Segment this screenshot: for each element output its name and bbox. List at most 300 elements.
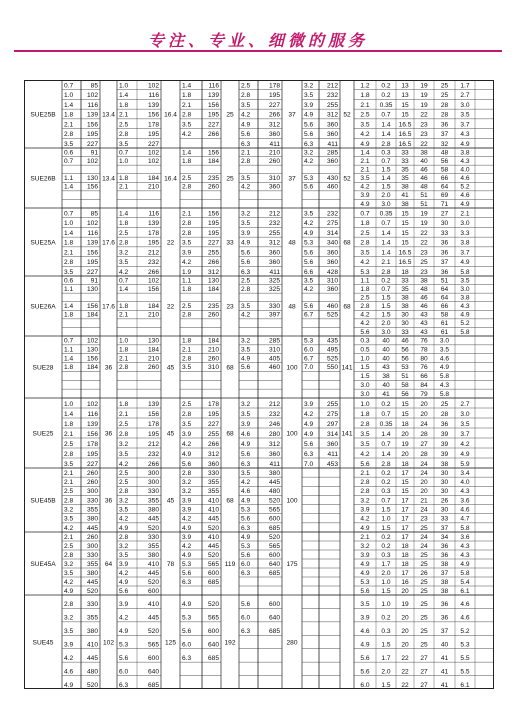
grid-value: 2.7 (460, 400, 470, 408)
grid-value: 37 (440, 628, 449, 636)
cell-value-a: 2.8 (64, 131, 74, 139)
grid-value: 30 (440, 479, 449, 487)
cell-value-b: 411 (269, 268, 280, 276)
grid-value: 1.5 (381, 506, 391, 514)
cell-value-b: 428 (326, 268, 338, 276)
cell-value-a: 2.1 (182, 210, 192, 218)
grid-value: 0.2 (381, 400, 391, 408)
cell-value-b: 520 (268, 497, 280, 505)
grid-value: 51 (440, 277, 449, 285)
cell-value-a: 4.2 (119, 268, 129, 276)
cell-value-a: 1.1 (64, 175, 74, 183)
grid-value: 1.5 (381, 183, 391, 191)
grid-value: 3.9 (360, 614, 370, 622)
grid-value: 15 (401, 410, 409, 418)
cell-value-a: 6.3 (304, 450, 314, 458)
cell-value-a: 2.8 (64, 551, 74, 559)
grid-value: 4.9 (360, 569, 370, 577)
cell-value-b: 330 (147, 488, 159, 496)
cell-value-b: 116 (148, 92, 159, 100)
cell-value-b: 178 (147, 420, 159, 428)
grid-value: 0.3 (381, 551, 391, 559)
grid-value: 5.3 (360, 578, 370, 586)
cell-value-b: 102 (86, 220, 98, 228)
cell-value-b: 565 (268, 506, 280, 514)
cell-value-b: 195 (86, 131, 98, 139)
grid-value: 43 (420, 320, 428, 328)
model-label: SUE45B (30, 497, 56, 505)
grid-value: 4.9 (460, 450, 470, 458)
cell-value-a: 2.1 (64, 479, 74, 487)
tolerance-value: 52 (343, 175, 351, 183)
grid-value: 2.8 (381, 460, 391, 468)
cell-value-b: 195 (86, 450, 98, 458)
grid-value: 1.4 (381, 121, 391, 129)
grid-value: 15 (401, 111, 409, 119)
grid-value: 78 (420, 346, 428, 354)
cell-value-a: 3.2 (182, 479, 192, 487)
cell-value-b: 232 (326, 210, 338, 218)
cell-value-a: 2.5 (119, 469, 129, 477)
cell-value-a: 5.6 (182, 628, 192, 636)
cell-value-b: 520 (268, 533, 280, 541)
grid-value: 19 (401, 601, 409, 609)
grid-value: 1.4 (381, 249, 391, 257)
grid-value: 1.0 (381, 601, 391, 609)
grid-value: 4.9 (360, 560, 370, 568)
grid-value: 1.4 (381, 430, 391, 438)
cell-value-b: 520 (147, 628, 159, 636)
cell-value-a: 3.2 (64, 614, 74, 622)
cell-value-a: 3.2 (64, 560, 74, 568)
grid-value: 33 (401, 157, 409, 165)
grid-value: 3.0 (381, 200, 391, 208)
cell-value-b: 445 (268, 479, 280, 487)
cell-value-a: 1.8 (64, 239, 74, 247)
grid-value: 3.5 (360, 121, 370, 129)
grid-value: 2.8 (360, 488, 370, 496)
cell-value-a: 3.5 (64, 268, 74, 276)
cell-value-a: 3.5 (182, 364, 192, 372)
cell-value-b: 310 (326, 277, 338, 285)
grid-value: 2.5 (360, 294, 370, 302)
grid-value: 5.5 (460, 668, 470, 676)
tolerance-value: 68 (226, 497, 234, 505)
cell-value-a: 2.5 (119, 479, 129, 487)
cell-value-a: 3.5 (241, 175, 251, 183)
grid-value: 15 (401, 229, 409, 237)
grid-value: 24 (420, 533, 428, 541)
cell-value-b: 355 (207, 479, 219, 487)
grid-value: 3.0 (460, 220, 470, 228)
model-label: SUE28 (32, 364, 54, 372)
cell-value-a: 5.3 (182, 614, 192, 622)
cell-value-a: 1.0 (119, 82, 129, 90)
cell-value-a: 3.5 (304, 210, 314, 218)
cell-value-b: 435 (326, 337, 338, 345)
cell-value-a: 3.9 (182, 430, 192, 438)
cell-value-b: 212 (326, 82, 338, 90)
grid-value: 3.2 (360, 542, 370, 550)
grid-value: 3.7 (460, 121, 470, 129)
grid-value: 38 (401, 294, 409, 302)
cell-value-b: 355 (86, 560, 98, 568)
grid-value: 5.6 (360, 654, 370, 662)
grid-value: 13 (401, 92, 409, 100)
grid-value: 25 (440, 82, 449, 90)
cell-value-a: 0.7 (64, 82, 74, 90)
grid-value: 3.5 (439, 346, 450, 354)
cell-value-b: 195 (268, 92, 280, 100)
grid-value: 24 (420, 469, 428, 477)
cell-value-a: 1.4 (64, 183, 74, 191)
tolerance-value: 64 (104, 561, 113, 568)
grid-value: 1.0 (381, 578, 391, 586)
grid-value: 17 (401, 506, 409, 514)
cell-value-a: 2.5 (64, 440, 74, 448)
grid-value: 25 (420, 614, 428, 622)
tolerance-value: 36 (104, 364, 113, 372)
cell-value-b: 314 (326, 430, 338, 438)
cell-value-a: 5.6 (241, 601, 251, 609)
grid-value: 1.5 (381, 303, 391, 311)
cell-value-b: 460 (326, 183, 338, 191)
grid-value: 80 (420, 355, 428, 363)
cell-value-b: 355 (86, 506, 98, 514)
cell-value-a: 1.8 (182, 285, 192, 293)
grid-value: 4.9 (460, 311, 470, 319)
grid-value: 3.8 (460, 149, 470, 157)
grid-value: 15 (401, 220, 409, 228)
grid-value: 0.5 (360, 346, 370, 354)
cell-value-b: 184 (207, 285, 219, 293)
grid-value: 25 (420, 601, 428, 609)
grid-value: 15 (401, 479, 409, 487)
cell-value-b: 330 (86, 497, 98, 505)
cell-value-b: 410 (207, 533, 219, 541)
cell-value-a: 1.8 (64, 311, 74, 319)
grid-value: 24 (420, 420, 428, 428)
cell-value-a: 1.8 (119, 220, 129, 228)
cell-value-a: 1.8 (119, 101, 129, 109)
cell-value-a: 3.5 (64, 628, 74, 636)
grid-value: 19 (420, 92, 428, 100)
grid-value: 5.8 (460, 569, 470, 577)
grid-value: 46 (420, 303, 428, 311)
cell-value-b: 156 (86, 183, 98, 191)
grid-value: 0.2 (381, 92, 391, 100)
cell-value-a: 4.6 (64, 668, 74, 676)
grid-value: 37 (440, 131, 449, 139)
grid-value: 2.1 (460, 210, 470, 218)
grid-value: 33 (401, 149, 409, 157)
cell-value-a: 2.8 (119, 430, 129, 438)
grid-value: 0.35 (379, 420, 393, 428)
grid-value: 22 (401, 668, 409, 676)
cell-value-a: 3.9 (182, 497, 192, 505)
cell-value-a: 3.9 (64, 641, 74, 649)
grid-value: 1.5 (381, 641, 391, 649)
cell-value-a: 3.5 (64, 460, 74, 468)
cell-value-a: 2.5 (241, 82, 251, 90)
cell-value-a: 5.3 (241, 506, 251, 514)
grid-value: 3.5 (460, 277, 470, 285)
grid-value: 4.9 (360, 524, 370, 532)
cell-value-a: 3.5 (304, 277, 314, 285)
cell-value-a: 1.0 (119, 157, 129, 165)
cell-value-a: 5.6 (304, 183, 314, 191)
grid-value: 3.9 (360, 192, 370, 200)
cell-value-a: 3.9 (119, 560, 129, 568)
grid-value: 3.0 (360, 381, 370, 389)
cell-value-b: 360 (326, 440, 338, 448)
grid-value: 51 (401, 373, 409, 381)
cell-value-a: 2.1 (64, 249, 74, 257)
grid-value: 33 (440, 515, 449, 523)
grid-value: 0.35 (379, 101, 393, 109)
grid-value: 64 (440, 294, 449, 302)
grid-value: 5.3 (360, 268, 370, 276)
cell-value-a: 3.2 (241, 210, 251, 218)
cell-value-b: 600 (268, 601, 280, 609)
grid-value: 33 (401, 277, 409, 285)
grid-value: 5.6 (360, 460, 370, 468)
cell-value-b: 360 (326, 249, 338, 257)
cell-value-a: 4.2 (64, 524, 74, 532)
tolerance-value: 22 (166, 239, 175, 247)
cell-value-b: 685 (268, 569, 280, 577)
cell-value-a: 1.4 (119, 210, 129, 218)
cell-value-a: 0.6 (64, 277, 74, 285)
grid-value: 71 (440, 200, 449, 208)
grid-value: 58 (401, 381, 409, 389)
cell-value-a: 2.8 (119, 364, 129, 372)
cell-value-b: 460 (326, 303, 338, 311)
grid-value: 5.6 (360, 587, 370, 595)
grid-value: 3.8 (460, 294, 470, 302)
grid-value: 39 (440, 450, 449, 458)
tolerance-value: 78 (166, 561, 175, 568)
grid-value: 0.2 (381, 277, 391, 285)
cell-value-a: 3.5 (304, 92, 314, 100)
cell-value-a: 2.8 (241, 92, 251, 100)
cell-value-b: 210 (147, 355, 159, 363)
cell-value-b: 227 (86, 460, 98, 468)
grid-value: 36 (440, 239, 449, 247)
grid-value: 35 (401, 175, 409, 183)
cell-value-a: 5.6 (119, 587, 129, 595)
cell-value-b: 184 (207, 157, 219, 165)
cell-value-b: 260 (207, 311, 219, 319)
tolerance-value: 16.4 (164, 111, 177, 119)
cell-value-a: 2.5 (241, 277, 251, 285)
cell-value-a: 3.2 (119, 249, 129, 257)
cell-value-b: 102 (86, 400, 98, 408)
cell-value-b: 397 (268, 311, 280, 319)
grid-value: 2.5 (360, 111, 370, 119)
cell-value-a: 2.8 (182, 183, 192, 191)
cell-value-b: 195 (207, 410, 219, 418)
cell-value-a: 4.2 (119, 515, 129, 523)
grid-value: 36 (440, 249, 449, 257)
cell-value-a: 5.3 (119, 641, 129, 649)
grid-value: 1.4 (381, 239, 391, 247)
grid-value: 1.4 (381, 229, 391, 237)
grid-value: 22 (420, 111, 428, 119)
grid-value: 35 (401, 166, 409, 174)
grid-value: 1.2 (360, 82, 370, 90)
grid-value: 76 (420, 337, 428, 345)
grid-value: 48 (440, 149, 449, 157)
cell-value-a: 4.2 (241, 111, 251, 119)
grid-value: 41 (440, 654, 449, 662)
grid-value: 56 (401, 346, 409, 354)
grid-value: 3.7 (460, 249, 470, 257)
cell-value-b: 184 (207, 337, 219, 345)
cell-value-a: 2.8 (182, 410, 192, 418)
cell-value-a: 1.4 (182, 82, 192, 90)
grid-value: 2.0 (381, 320, 391, 328)
grid-value: 1.5 (381, 294, 391, 302)
grid-value: 46 (420, 294, 428, 302)
grid-value: 20 (420, 410, 428, 418)
cell-value-a: 3.5 (241, 346, 251, 354)
grid-value: 17 (401, 497, 409, 505)
grid-value: 4.9 (360, 140, 370, 148)
cell-value-a: 4.6 (241, 430, 251, 438)
cell-value-a: 2.8 (241, 285, 251, 293)
grid-value: 66 (440, 303, 449, 311)
cell-value-b: 330 (207, 469, 219, 477)
cell-value-b: 130 (86, 346, 98, 354)
cell-value-b: 178 (147, 229, 159, 237)
cell-value-b: 156 (86, 249, 98, 257)
cell-value-b: 266 (207, 259, 219, 267)
cell-value-b: 640 (268, 614, 280, 622)
grid-value: 1.1 (360, 277, 370, 285)
grid-value: 36 (440, 614, 449, 622)
header-divider (14, 50, 502, 52)
cell-value-b: 330 (86, 601, 98, 609)
grid-value: 0.2 (381, 479, 391, 487)
cell-value-b: 260 (207, 183, 219, 191)
grid-value: 15 (401, 210, 409, 218)
cell-value-b: 410 (207, 497, 219, 505)
cell-value-a: 2.8 (119, 533, 129, 541)
grid-value: 1.0 (360, 400, 370, 408)
cell-value-b: 685 (147, 681, 159, 689)
grid-value: 38 (382, 373, 390, 381)
grid-value: 3.5 (460, 111, 470, 119)
cell-value-b: 411 (269, 140, 280, 148)
cell-value-b: 266 (207, 440, 219, 448)
cell-value-a: 2.5 (119, 420, 129, 428)
cell-value-b: 156 (207, 210, 219, 218)
tolerance-value: 141 (341, 430, 353, 438)
cell-value-a: 3.5 (64, 140, 74, 148)
grid-value: 3.5 (360, 175, 370, 183)
cell-value-a: 4.2 (64, 654, 74, 662)
cell-value-a: 3.9 (182, 533, 192, 541)
grid-value: 2.8 (360, 420, 370, 428)
grid-value: 27 (420, 440, 428, 448)
grid-value: 84 (420, 381, 428, 389)
cell-value-a: 6.0 (182, 641, 192, 649)
grid-value: 43 (420, 311, 428, 319)
cell-value-a: 4.9 (64, 587, 74, 595)
cell-value-a: 1.8 (64, 364, 74, 372)
grid-value: 64 (440, 183, 449, 191)
cell-value-a: 4.9 (241, 497, 251, 505)
cell-value-a: 1.8 (182, 92, 192, 100)
grid-value: 2.1 (360, 166, 370, 174)
grid-value: 4.3 (460, 131, 470, 139)
grid-value: 40 (382, 381, 390, 389)
cell-value-a: 2.8 (119, 239, 129, 247)
grid-value: 25 (440, 400, 449, 408)
cell-value-b: 600 (207, 628, 219, 636)
cell-value-b: 411 (269, 460, 280, 468)
cell-value-a: 4.2 (119, 614, 129, 622)
grid-value: 25 (440, 92, 449, 100)
grid-value: 40 (382, 337, 390, 345)
cell-value-a: 1.4 (119, 285, 129, 293)
cell-value-b: 380 (147, 551, 159, 559)
cell-value-b: 330 (147, 533, 159, 541)
tolerance-value: 25 (226, 111, 234, 119)
tolerance-value: 100 (286, 430, 298, 438)
grid-value: 27 (420, 654, 428, 662)
cell-value-b: 453 (326, 460, 338, 468)
cell-value-b: 300 (86, 542, 98, 550)
grid-value: 26 (420, 569, 428, 577)
tolerance-value: 102 (102, 639, 115, 647)
cell-value-b: 310 (268, 175, 280, 183)
cell-value-b: 139 (147, 400, 159, 408)
cell-value-b: 85 (90, 210, 98, 218)
grid-value: 41 (401, 192, 409, 200)
grid-value: 20 (401, 430, 409, 438)
cell-value-a: 4.9 (182, 524, 192, 532)
cell-value-a: 5.3 (304, 239, 314, 247)
grid-value: 38 (420, 149, 428, 157)
grid-value: 46 (420, 166, 428, 174)
cell-value-a: 1.4 (64, 101, 74, 109)
cell-value-b: 91 (90, 149, 98, 157)
cell-value-a: 5.6 (241, 249, 251, 257)
grid-value: 32 (440, 140, 449, 148)
grid-value: 36 (440, 542, 449, 550)
grid-value: 2.8 (360, 479, 370, 487)
cell-value-a: 3.2 (304, 149, 314, 157)
cell-value-b: 312 (207, 268, 219, 276)
cell-value-a: 2.5 (64, 542, 74, 550)
grid-value: 53 (401, 364, 409, 372)
cell-value-a: 4.2 (182, 515, 192, 523)
grid-value: 20 (420, 488, 428, 496)
cell-value-b: 280 (268, 430, 280, 438)
cell-value-a: 3.5 (241, 101, 251, 109)
cell-value-a: 0.7 (64, 157, 74, 165)
grid-value: 4.2 (360, 183, 370, 191)
grid-value: 38 (420, 277, 428, 285)
grid-value: 3.6 (460, 533, 470, 541)
cell-value-a: 6.0 (241, 614, 251, 622)
cell-value-a: 3.5 (64, 569, 74, 577)
cell-value-b: 285 (268, 337, 280, 345)
tolerance-value: 68 (226, 430, 234, 438)
cell-value-a: 3.2 (241, 337, 251, 345)
